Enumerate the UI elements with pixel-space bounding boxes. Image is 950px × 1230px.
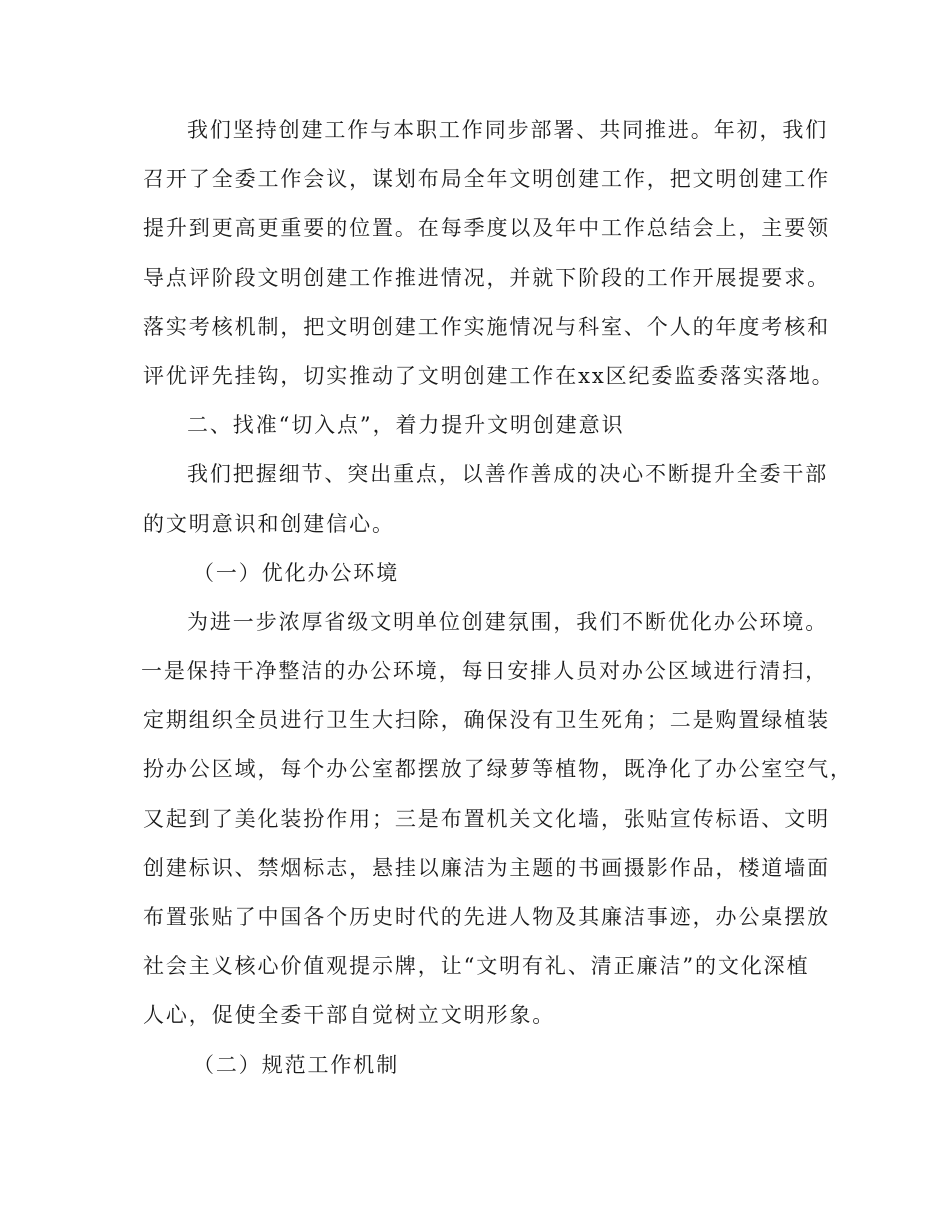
paragraph-line: 提升到更高更重要的位置。在每季度以及年中工作总结会上，主要领 bbox=[143, 216, 830, 241]
paragraph-line: 创建标识、禁烟标志，悬挂以廉洁为主题的书画摄影作品，楼道墙面 bbox=[143, 855, 830, 880]
paragraph-line: 定期组织全员进行卫生大扫除，确保没有卫生死角；二是购置绿植装 bbox=[143, 708, 830, 733]
paragraph-line: 落实考核机制，把文明创建工作实施情况与科室、个人的年度考核和 bbox=[143, 314, 830, 339]
paragraph-line: 召开了全委工作会议，谋划布局全年文明创建工作，把文明创建工作 bbox=[143, 167, 830, 192]
paragraph-line: 的文明意识和创建信心。 bbox=[143, 511, 395, 536]
paragraph-line: 扮办公区域，每个办公室都摆放了绿萝等植物，既净化了办公室空气， bbox=[143, 757, 853, 782]
subsection-heading: （一）优化办公环境 bbox=[193, 560, 400, 585]
paragraph-line: 我们把握细节、突出重点，以善作善成的决心不断提升全委干部 bbox=[187, 462, 829, 487]
paragraph-line: 社会主义核心价值观提示牌，让“文明有礼、清正廉洁”的文化深植 bbox=[143, 954, 810, 979]
paragraph-line: 布置张贴了中国各个历史时代的先进人物及其廉洁事迹，办公桌摆放 bbox=[143, 905, 830, 929]
paragraph-line: 一是保持干净整洁的办公环境，每日安排人员对办公区域进行清扫， bbox=[141, 659, 828, 684]
document-body bbox=[141, 106, 853, 1090]
paragraph-line: 导点评阶段文明创建工作推进情况，并就下阶段的工作开展提要求。 bbox=[143, 265, 830, 290]
paragraph-line: 为进一步浓厚省级文明单位创建氛围，我们不断优化办公环境。 bbox=[187, 609, 829, 634]
paragraph-line: 我们坚持创建工作与本职工作同步部署、共同推进。年初，我们 bbox=[187, 118, 829, 142]
subsection-heading: （二）规范工作机制 bbox=[193, 1052, 400, 1077]
paragraph-line: 人心，促使全委干部自觉树立文明形象。 bbox=[143, 1003, 556, 1028]
paragraph-line: 评优评先挂钩，切实推动了文明创建工作在xx区纪委监委落实落地。 bbox=[143, 363, 835, 388]
paragraph-line: 又起到了美化装扮作用；三是布置机关文化墙，张贴宣传标语、文明 bbox=[143, 806, 830, 831]
section-heading: 二、找准“切入点”，着力提升文明创建意识 bbox=[187, 413, 625, 438]
